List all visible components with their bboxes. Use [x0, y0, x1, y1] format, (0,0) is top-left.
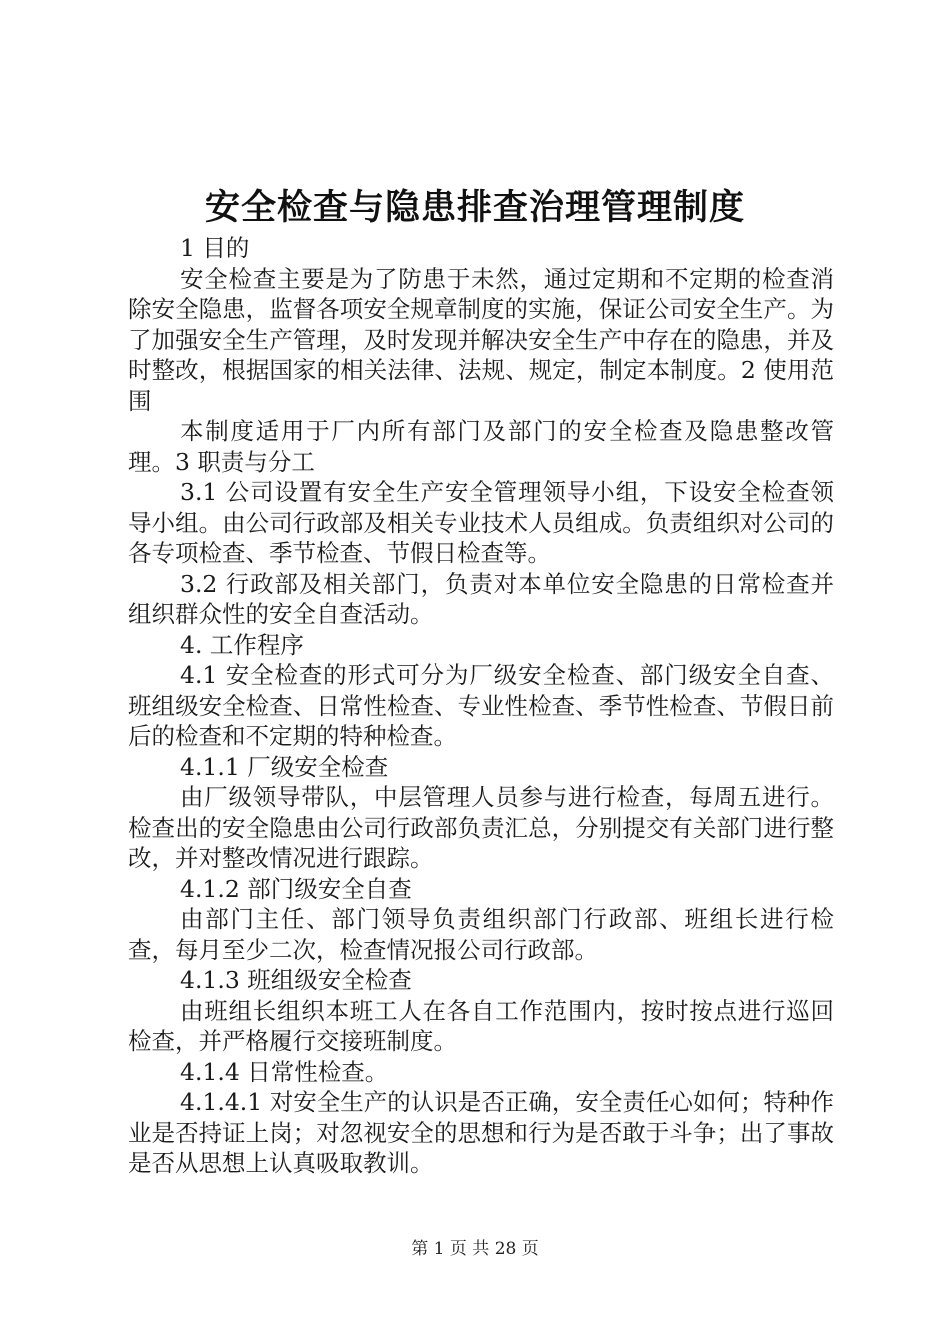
section-heading: 1 目的	[180, 234, 250, 262]
document-title: 安全检查与隐患排查治理管理制度	[204, 187, 745, 228]
paragraph: 由班组长组织本班工人在各自工作范围内，按时按点进行巡回检查，并严格履行交接班制度。	[128, 996, 834, 1055]
document-body	[128, 233, 834, 1179]
paragraph: 3.2 行政部及相关部门，负责对本单位安全隐患的日常检查并组织群众性的安全自查活动。	[128, 569, 834, 628]
section-heading: 4. 工作程序	[180, 630, 304, 659]
paragraph: 由厂级领导带队，中层管理人员参与进行检查，每周五进行。检查出的安全隐患由公司行政部负责汇总，分别提交有关部门进行整改，并对整改情况进行跟踪。	[128, 783, 834, 872]
paragraph: 4.1 安全检查的形式可分为厂级安全检查、部门级安全自查、班组级安全检查、日常性检查、专业性检查、季节性检查、节假日前后的检查和不定期的特种检查。	[128, 661, 834, 750]
paragraph: 由部门主任、部门领导负责组织部门行政部、班组长进行检查，每月至少二次，检查情况报公司行政部。	[128, 905, 834, 964]
section-heading: 4.1.2 部门级安全自查	[180, 874, 412, 903]
paragraph: 安全检查主要是为了防患于未然，通过定期和不定期的检查消除安全隐患，监督各项安全规章制度的实施，保证公司安全生产。为了加强安全生产管理，及时发现并解决安全生产中存在的隐患，并及时整改，根据国家的相关法律、法规、规定，制定本制度。2 使用范围	[128, 264, 834, 415]
section-heading: 4.1.3 班组级安全检查	[180, 966, 412, 994]
section-heading: 4.1.4 日常性检查。	[180, 1057, 389, 1086]
paragraph: 3.1 公司设置有安全生产安全管理领导小组，下设安全检查领导小组。由公司行政部及相关专业技术人员组成。负责组织对公司的各专项检查、季节检查、节假日检查等。	[128, 478, 834, 567]
paragraph: 本制度适用于厂内所有部门及部门的安全检查及隐患整改管理。3 职责与分工	[128, 417, 834, 476]
section-heading: 4.1.1 厂级安全检查	[180, 752, 389, 781]
paragraph: 4.1.4.1 对安全生产的认识是否正确，安全责任心如何；特种作业是否持证上岗；对忽视安全的思想和行为是否敢于斗争；出了事故是否从思想上认真吸取教训。	[128, 1088, 834, 1177]
page-number-footer: 第 1 页 共 28 页	[411, 1239, 539, 1259]
